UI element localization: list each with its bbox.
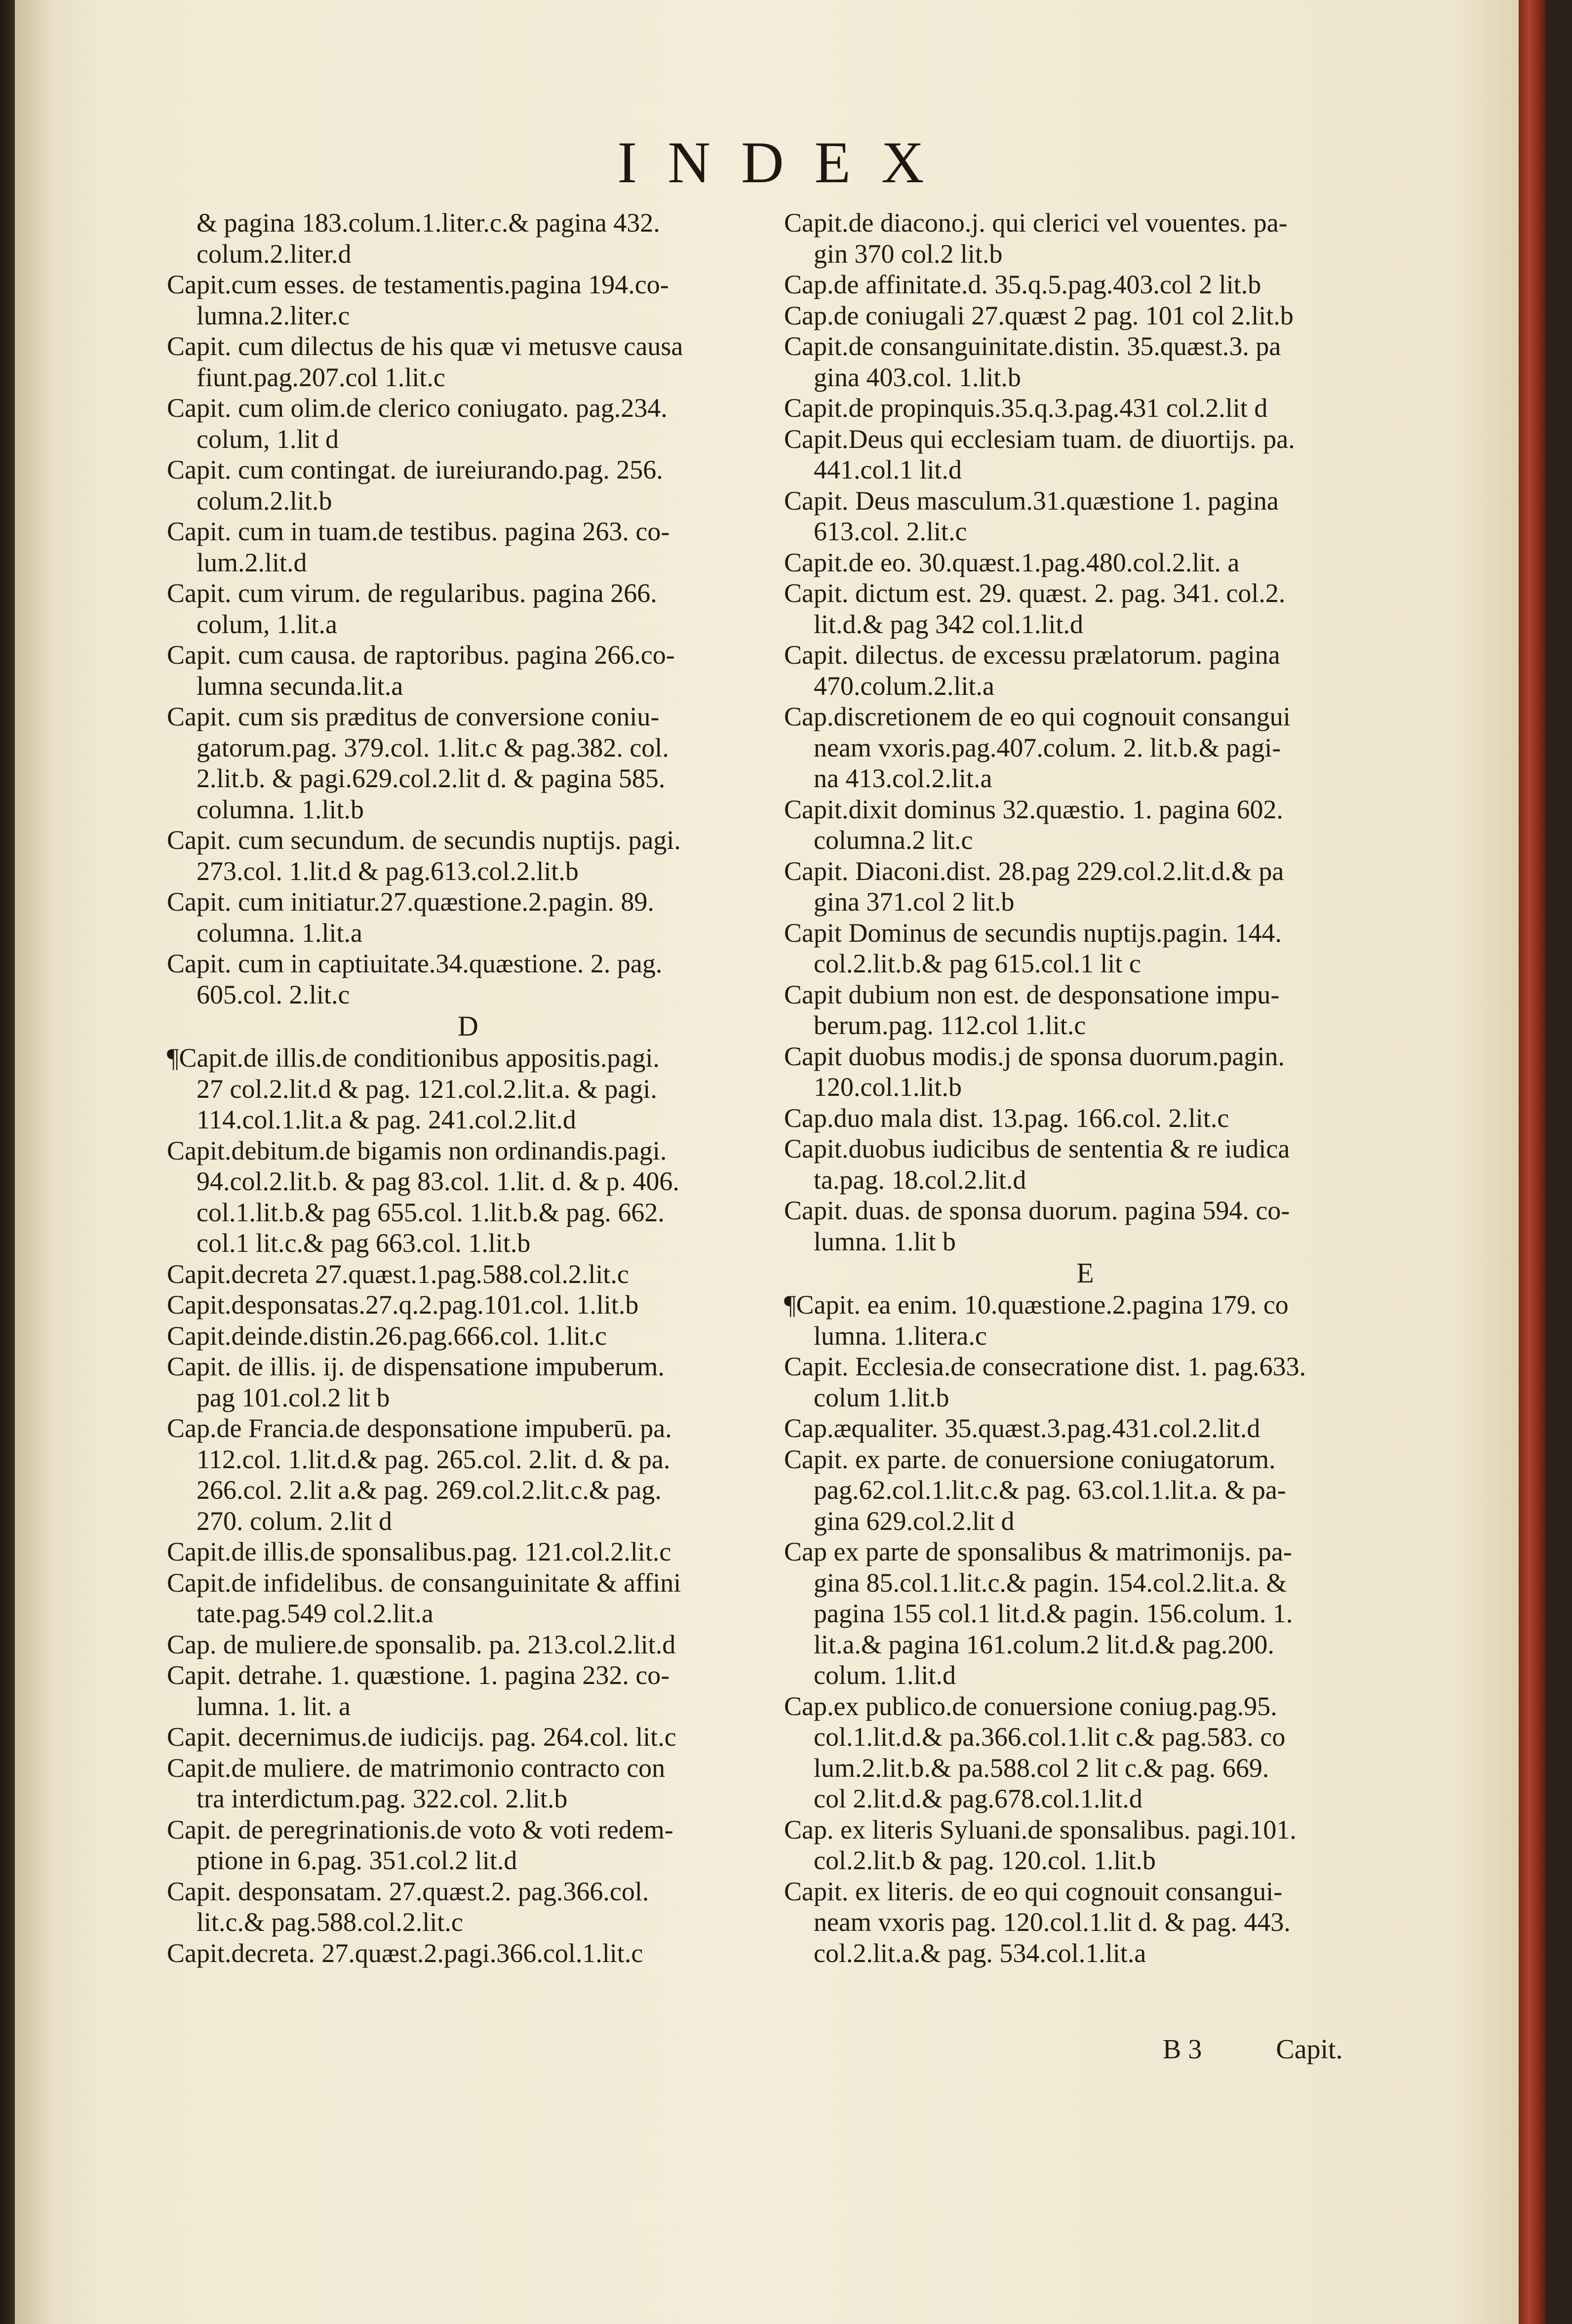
entry-continuation-line: colum.2.liter.d	[196, 239, 352, 269]
index-entry	[167, 269, 769, 331]
index-entry	[167, 454, 769, 516]
entry-first-line: Capit. de peregrinationis.de voto & voti redem-	[167, 1814, 673, 1844]
index-entry	[784, 269, 1386, 300]
entry-continuation-line: tate.pag.549 col.2.lit.a	[196, 1599, 433, 1628]
entry-first-line: Capit. cum initiatur.27.quæstione.2.pagin. 89.	[167, 887, 654, 917]
entry-continuation-line: tra interdictum.pag. 322.col. 2.lit.b	[196, 1784, 568, 1813]
index-entry	[784, 1691, 1386, 1814]
index-entry	[167, 948, 769, 1010]
index-entry	[167, 640, 769, 701]
page-header: INDEX	[617, 129, 955, 195]
index-entry	[784, 1413, 1386, 1444]
entry-continuation-line: neam vxoris.pag.407.colum. 2. lit.b.& pagi-	[814, 732, 1281, 762]
entry-continuation-line: colum. 1.lit.d	[814, 1660, 956, 1690]
entry-first-line: Capit. cum secundum. de secundis nuptijs. pagi.	[167, 825, 681, 855]
entry-continuation-line: 605.col. 2.lit.c	[196, 979, 350, 1009]
index-entry	[167, 393, 769, 454]
entry-continuation-line: columna.2 lit.c	[814, 825, 973, 855]
entry-first-line: Capit.de infidelibus. de consanguinitate & affini	[167, 1567, 681, 1598]
entry-continuation-line: colum.2.lit.b	[196, 485, 332, 516]
entry-first-line: Capit.de muliere. de matrimonio contracto con	[167, 1753, 666, 1783]
index-entry	[167, 1259, 769, 1290]
entry-continuation-line: lumna.2.liter.c	[196, 300, 350, 330]
section-letter: E	[1076, 1257, 1094, 1289]
entry-first-line: Cap.de coniugali 27.quæst 2 pag. 101 col 2.lit.b	[784, 300, 1294, 330]
entry-continuation-line: 94.col.2.lit.b. & pag 83.col. 1.lit. d. & p. 406.	[196, 1166, 679, 1196]
index-entry	[784, 1041, 1386, 1103]
entry-continuation-line: gina 629.col.2.lit d	[814, 1506, 1015, 1536]
entry-first-line: Cap ex parte de sponsalibus & matrimonijs. pa-	[784, 1537, 1292, 1566]
entry-first-line: Capit.de diacono.j. qui clerici vel vouentes. pa-	[784, 208, 1288, 238]
index-entry	[784, 393, 1386, 424]
index-entry	[784, 979, 1386, 1041]
entry-first-line: Cap.discretionem de eo qui cognouit consangui	[784, 702, 1291, 731]
index-entry	[167, 1135, 769, 1259]
page-footer	[1163, 2034, 1343, 2065]
entry-first-line: Capit. ex literis. de eo qui cognouit consangui-	[784, 1876, 1283, 1906]
entry-first-line: Capit. decernimus.de iudicijs. pag. 264.col. lit.c	[167, 1722, 676, 1752]
entry-first-line: ¶Capit.de illis.de conditionibus appositis.pagi.	[167, 1043, 660, 1073]
entry-first-line: Capit. Diaconi.dist. 28.pag 229.col.2.lit.d.& pa	[784, 856, 1284, 886]
index-entry	[167, 207, 769, 269]
entry-first-line: Capit. cum in captiuitate.34.quæstione. 2. pag.	[167, 949, 663, 978]
entry-continuation-line: 112.col. 1.lit.d.& pag. 265.col. 2.lit. d. & pa.	[196, 1444, 670, 1474]
index-entry	[784, 1103, 1386, 1134]
index-entry	[784, 424, 1386, 485]
index-entry	[784, 1195, 1386, 1257]
entry-continuation-line: lum.2.lit.b.& pa.588.col 2 lit c.& pag. 669.	[814, 1753, 1269, 1783]
index-entry	[784, 1536, 1386, 1691]
entry-first-line: Capit.Deus qui ecclesiam tuam. de diuortijs. pa.	[784, 424, 1295, 454]
index-entry	[784, 207, 1386, 269]
entry-first-line: Capit duobus modis.j de sponsa duorum.pagin.	[784, 1041, 1285, 1071]
index-entry	[784, 1133, 1386, 1195]
entry-first-line: Capit.desponsatas.27.q.2.pag.101.col. 1.lit.b	[167, 1290, 639, 1320]
entry-continuation-line: 2.lit.b. & pagi.629.col.2.lit d. & pagina 585.	[196, 763, 666, 793]
index-entry	[167, 886, 769, 948]
entry-continuation-line: fiunt.pag.207.col 1.lit.c	[196, 362, 445, 392]
entry-continuation-line: colum 1.lit.b	[814, 1382, 949, 1412]
index-column-right	[784, 207, 1386, 1968]
entry-continuation-line: col.2.lit.b & pag. 120.col. 1.lit.b	[814, 1845, 1156, 1875]
entry-continuation-line: 114.col.1.lit.a & pag. 241.col.2.lit.d	[196, 1105, 576, 1134]
index-entry	[784, 918, 1386, 979]
entry-first-line: Capit.de illis.de sponsalibus.pag. 121.col.2.lit.c	[167, 1537, 671, 1566]
index-entry	[167, 1567, 769, 1629]
entry-continuation-line: lit.a.& pagina 161.colum.2 lit.d.& pag.200.	[814, 1629, 1274, 1659]
entry-continuation-line: col.1.lit.d.& pa.366.col.1.lit c.& pag.583. co	[814, 1722, 1286, 1752]
entry-first-line: Capit. cum causa. de raptoribus. pagina 266.co-	[167, 640, 675, 670]
entry-continuation-line: lumna. 1.lit b	[814, 1226, 956, 1256]
entry-first-line: & pagina 183.colum.1.liter.c.& pagina 432.	[196, 208, 660, 238]
index-entry	[167, 1722, 769, 1753]
entry-continuation-line: 266.col. 2.lit a.& pag. 269.col.2.lit.c.& pag.	[196, 1475, 662, 1505]
entry-first-line: Capit. cum in tuam.de testibus. pagina 263. co-	[167, 517, 670, 546]
index-entry	[167, 578, 769, 640]
index-entry	[167, 1660, 769, 1722]
entry-continuation-line: pag 101.col.2 lit b	[196, 1382, 390, 1412]
entry-continuation-line: gatorum.pag. 379.col. 1.lit.c & pag.382. col.	[196, 732, 669, 762]
entry-first-line: Capit.decreta 27.quæst.1.pag.588.col.2.lit.c	[167, 1259, 629, 1289]
entry-first-line: Capit.deinde.distin.26.pag.666.col. 1.lit.c	[167, 1321, 607, 1351]
index-entry	[784, 1814, 1386, 1876]
entry-first-line: Capit. desponsatam. 27.quæst.2. pag.366.col.	[167, 1876, 649, 1906]
entry-continuation-line: 27 col.2.lit.d & pag. 121.col.2.lit.a. & pagi.	[196, 1074, 657, 1104]
entry-first-line: Capit.dixit dominus 32.quæstio. 1. pagina 602.	[784, 794, 1283, 824]
index-entry	[167, 516, 769, 578]
entry-continuation-line: 270. colum. 2.lit d	[196, 1506, 392, 1536]
index-entry	[784, 640, 1386, 701]
entry-continuation-line: 470.colum.2.lit.a	[814, 671, 994, 701]
entry-first-line: Capit. duas. de sponsa duorum. pagina 594. co-	[784, 1196, 1290, 1225]
entry-first-line: Capit. cum virum. de regularibus. pagina 266.	[167, 578, 657, 608]
entry-first-line: Capit.de consanguinitate.distin. 35.quæst.3. pa	[784, 331, 1281, 361]
index-entry	[167, 1351, 769, 1413]
entry-continuation-line: lit.d.& pag 342 col.1.lit.d	[814, 609, 1083, 639]
entry-continuation-line: colum, 1.lit d	[196, 424, 339, 454]
entry-first-line: Capit. dictum est. 29. quæst. 2. pag. 341. col.2.	[784, 578, 1286, 608]
entry-continuation-line: lit.c.& pag.588.col.2.lit.c	[196, 1907, 463, 1937]
index-entry	[784, 856, 1386, 918]
index-entry	[784, 331, 1386, 393]
index-entry	[784, 1351, 1386, 1413]
entry-first-line: Cap.ex publico.de conuersione coniug.pag.95.	[784, 1691, 1277, 1721]
book-gutter-shadow	[0, 0, 15, 2324]
entry-continuation-line: columna. 1.lit.b	[196, 794, 364, 824]
entry-first-line: Capit Dominus de secundis nuptijs.pagin. 144.	[784, 918, 1282, 948]
index-entry	[167, 1753, 769, 1814]
index-entry	[167, 331, 769, 393]
index-entry	[784, 1289, 1386, 1351]
index-entry	[784, 547, 1386, 578]
entry-first-line: Capit. cum olim.de clerico coniugato. pag.234.	[167, 393, 668, 423]
entry-first-line: Capit. dilectus. de excessu prælatorum. pagina	[784, 640, 1280, 670]
index-entry	[784, 485, 1386, 547]
entry-continuation-line: gina 403.col. 1.lit.b	[814, 362, 1021, 392]
entry-first-line: Cap. de muliere.de sponsalib. pa. 213.col.2.lit.d	[167, 1629, 676, 1659]
index-entry	[167, 1876, 769, 1938]
entry-first-line: Capit. cum dilectus de his quæ vi metusve causa	[167, 331, 683, 361]
entry-first-line: Capit. Deus masculum.31.quæstione 1. pagina	[784, 485, 1279, 516]
entry-continuation-line: colum, 1.lit.a	[196, 609, 337, 639]
entry-continuation-line: 120.col.1.lit.b	[814, 1072, 962, 1102]
entry-continuation-line: pag.62.col.1.lit.c.& pag. 63.col.1.lit.a. & pa-	[814, 1475, 1286, 1505]
entry-continuation-line: berum.pag. 112.col 1.lit.c	[814, 1010, 1086, 1040]
entry-continuation-line: na 413.col.2.lit.a	[814, 763, 992, 793]
signature-mark: B 3	[1163, 2034, 1202, 2065]
entry-first-line: Cap.æqualiter. 35.quæst.3.pag.431.col.2.lit.d	[784, 1413, 1260, 1443]
entry-continuation-line: columna. 1.lit.a	[196, 918, 362, 948]
entry-continuation-line: neam vxoris pag. 120.col.1.lit d. & pag. 443.	[814, 1907, 1291, 1937]
section-letter: D	[458, 1010, 478, 1042]
entry-continuation-line: col.2.lit.b.& pag 615.col.1 lit c	[814, 949, 1141, 978]
catchword: Capit.	[1276, 2034, 1343, 2065]
entry-first-line: Capit. Ecclesia.de consecratione dist. 1. pag.633.	[784, 1352, 1306, 1381]
entry-first-line: Capit.de eo. 30.quæst.1.pag.480.col.2.lit. a	[784, 547, 1240, 577]
entry-continuation-line: col 2.lit.d.& pag.678.col.1.lit.d	[814, 1784, 1142, 1813]
entry-continuation-line: col.1.lit.b.& pag 655.col. 1.lit.b.& pag. 662.	[196, 1197, 665, 1227]
index-entry	[167, 1629, 769, 1660]
index-entry	[167, 1814, 769, 1876]
index-entry	[167, 1321, 769, 1352]
entry-continuation-line: lumna. 1.litera.c	[814, 1321, 987, 1351]
entry-first-line: Capit.debitum.de bigamis non ordinandis.pagi.	[167, 1135, 667, 1165]
index-entry	[784, 1876, 1386, 1969]
entry-first-line: Cap.de affinitate.d. 35.q.5.pag.403.col 2 lit.b	[784, 270, 1261, 299]
red-page-edge	[1519, 0, 1545, 2324]
index-entry	[167, 1042, 769, 1135]
index-entry	[167, 1536, 769, 1567]
entry-first-line: Capit. cum contingat. de iureiurando.pag. 256.	[167, 455, 663, 484]
entry-continuation-line: lumna secunda.lit.a	[196, 671, 403, 701]
index-entry	[784, 794, 1386, 856]
entry-continuation-line: gina 371.col 2 lit.b	[814, 887, 1015, 917]
entry-continuation-line: gin 370 col.2 lit.b	[814, 239, 1003, 269]
entry-first-line: Capit. detrahe. 1. quæstione. 1. pagina 232. co-	[167, 1660, 670, 1690]
index-entry	[167, 1938, 769, 1969]
entry-first-line: ¶Capit. ea enim. 10.quæstione.2.pagina 179. co	[784, 1290, 1289, 1320]
entry-first-line: Cap.duo mala dist. 13.pag. 166.col. 2.lit.c	[784, 1103, 1229, 1133]
index-entry	[784, 1444, 1386, 1537]
entry-continuation-line: ptione in 6.pag. 351.col.2 lit.d	[196, 1845, 517, 1875]
entry-first-line: Capit.decreta. 27.quæst.2.pagi.366.col.1.lit.c	[167, 1938, 643, 1968]
index-entry	[167, 1289, 769, 1321]
entry-continuation-line: lumna. 1. lit. a	[196, 1691, 351, 1721]
index-column-left	[167, 207, 769, 1968]
entry-first-line: Capit.duobus iudicibus de sententia & re iudica	[784, 1134, 1290, 1163]
index-entry	[784, 578, 1386, 640]
entry-continuation-line: 441.col.1 lit.d	[814, 455, 962, 484]
entry-first-line: Capit dubium non est. de desponsatione impu-	[784, 979, 1280, 1009]
entry-first-line: Cap.de Francia.de desponsatione impuberū. pa.	[167, 1413, 672, 1443]
entry-first-line: Cap. ex literis Syluani.de sponsalibus. pagi.101.	[784, 1814, 1297, 1844]
entry-continuation-line: 613.col. 2.lit.c	[814, 517, 967, 546]
index-entry	[784, 701, 1386, 794]
index-entry	[167, 825, 769, 886]
entry-continuation-line: lum.2.lit.d	[196, 547, 307, 577]
index-entry	[167, 701, 769, 825]
entry-first-line: Capit. cum sis præditus de conversione coniu-	[167, 702, 660, 731]
entry-first-line: Capit. de illis. ij. de dispensatione impuberum.	[167, 1352, 665, 1381]
index-entry	[167, 1413, 769, 1536]
entry-continuation-line: gina 85.col.1.lit.c.& pagin. 154.col.2.lit.a. &	[814, 1567, 1287, 1598]
entry-first-line: Capit.cum esses. de testamentis.pagina 194.co-	[167, 270, 669, 299]
entry-first-line: Capit.de propinquis.35.q.3.pag.431 col.2.lit d	[784, 393, 1268, 423]
entry-continuation-line: col.1 lit.c.& pag 663.col. 1.lit.b	[196, 1228, 531, 1258]
entry-continuation-line: 273.col. 1.lit.d & pag.613.col.2.lit.b	[196, 856, 579, 886]
entry-continuation-line: col.2.lit.a.& pag. 534.col.1.lit.a	[814, 1938, 1146, 1968]
entry-continuation-line: pagina 155 col.1 lit.d.& pagin. 156.colum. 1.	[814, 1599, 1293, 1628]
entry-first-line: Capit. ex parte. de conuersione coniugatorum.	[784, 1444, 1276, 1474]
index-entry	[784, 300, 1386, 331]
entry-continuation-line: ta.pag. 18.col.2.lit.d	[814, 1164, 1026, 1195]
